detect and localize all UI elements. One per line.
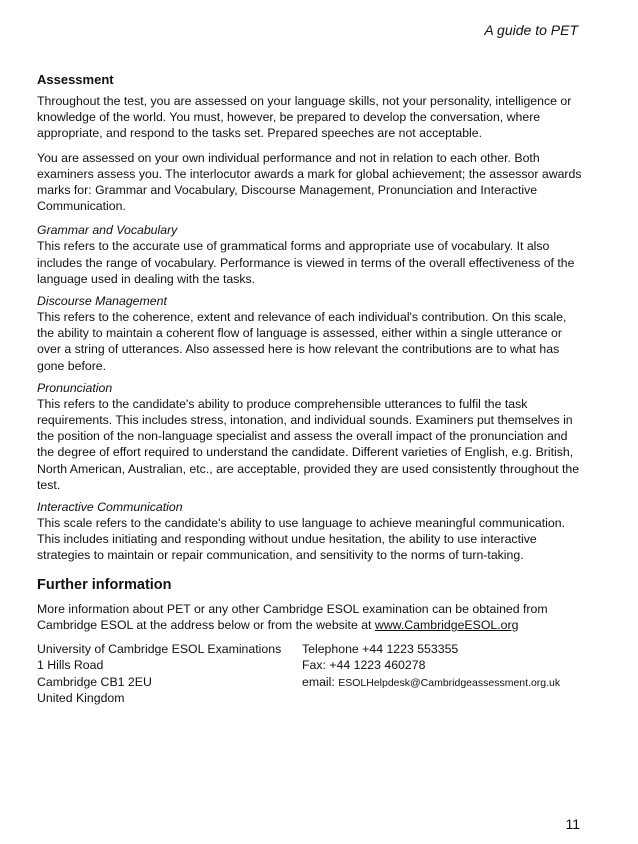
criterion-text: This refers to the coherence, extent and relevance of each individual's contribution. On this scale, the ability to maintain a coherent flow of language is assessed, either within a single utterance or over a string of utterances. Also assessed here is how relevant the contributions are to what has gone before. xyxy=(37,310,567,373)
criterion-text: This refers to the candidate's ability to produce comprehensible utterances to fulfil the task requirements. This includes stress, intonation, and individual sounds. Examiners put themselves in the position of the non-language specialist and assess the overall impact of the pronunciation and the degree of effort required to understand the candidate. Different varieties of English, e.g. British, North American, Australian, etc., are acceptable, provided they are used consistently throughout the test. xyxy=(37,396,580,492)
criterion-pronunciation xyxy=(37,380,582,493)
assessment-paragraph-2: You are assessed on your own individual performance and not in relation to each other. Both examiners assess you. The interlocutor awards a mark for global achievement; the assessor awards marks for: Grammar and Vocabulary, Discourse Management, Pronunciation and Interactive Communication. xyxy=(37,150,582,214)
postal-address xyxy=(37,641,302,706)
criterion-title: Grammar and Vocabulary xyxy=(37,223,178,238)
criterion-discourse-management xyxy=(37,293,582,374)
criterion-text: This refers to the accurate use of grammatical forms and appropriate use of vocabulary. It also includes the range of vocabulary. Performance is viewed in terms of the overall effectiveness of the language used in dealing with the tasks. xyxy=(37,239,575,286)
telephone: Telephone +44 1223 553355 xyxy=(302,642,459,657)
criterion-grammar-vocabulary xyxy=(37,222,582,287)
phone-email-details xyxy=(302,641,582,706)
email-line xyxy=(302,674,582,691)
page-number: 11 xyxy=(565,816,580,832)
email-label: email: xyxy=(302,674,339,689)
website-link[interactable]: www.CambridgeESOL.org xyxy=(374,617,519,632)
criterion-title: Interactive Communication xyxy=(37,500,183,515)
assessment-paragraph-1: Throughout the test, you are assessed on your language skills, not your personality, intelligence or knowledge of the world. You must, however, be prepared to develop the conversation, where appropriate, and respond to the tasks set. Prepared speeches are not acceptable. xyxy=(37,94,572,141)
criterion-text: This scale refers to the candidate's ability to use language to achieve meaningful communication. This includes initiating and responding without undue hesitation, the ability to use interactive strategies to maintain or repair communication, and sensitivity to the norms of turn-taking. xyxy=(37,516,565,563)
running-header: A guide to PET xyxy=(484,22,578,38)
email-address[interactable]: ESOLHelpdesk@Cambridgeassessment.org.uk xyxy=(338,676,561,689)
further-information-intro xyxy=(37,601,582,633)
address-line: 1 Hills Road xyxy=(37,658,104,673)
criterion-interactive-communication xyxy=(37,499,582,564)
criterion-title: Pronunciation xyxy=(37,380,113,395)
address-line: United Kingdom xyxy=(37,690,125,705)
page-content xyxy=(37,72,582,706)
address-line: Cambridge CB1 2EU xyxy=(37,674,152,689)
further-information-heading: Further information xyxy=(37,576,172,593)
contact-details xyxy=(37,641,582,706)
address-line: University of Cambridge ESOL Examinations xyxy=(37,642,282,657)
criterion-title: Discourse Management xyxy=(37,294,167,309)
intro-text: More information about PET or any other Cambridge ESOL examination can be obtained from Cambridge ESOL at the address below or from the website at xyxy=(37,601,548,632)
assessment-heading: Assessment xyxy=(37,72,114,87)
fax: Fax: +44 1223 460278 xyxy=(302,658,426,673)
